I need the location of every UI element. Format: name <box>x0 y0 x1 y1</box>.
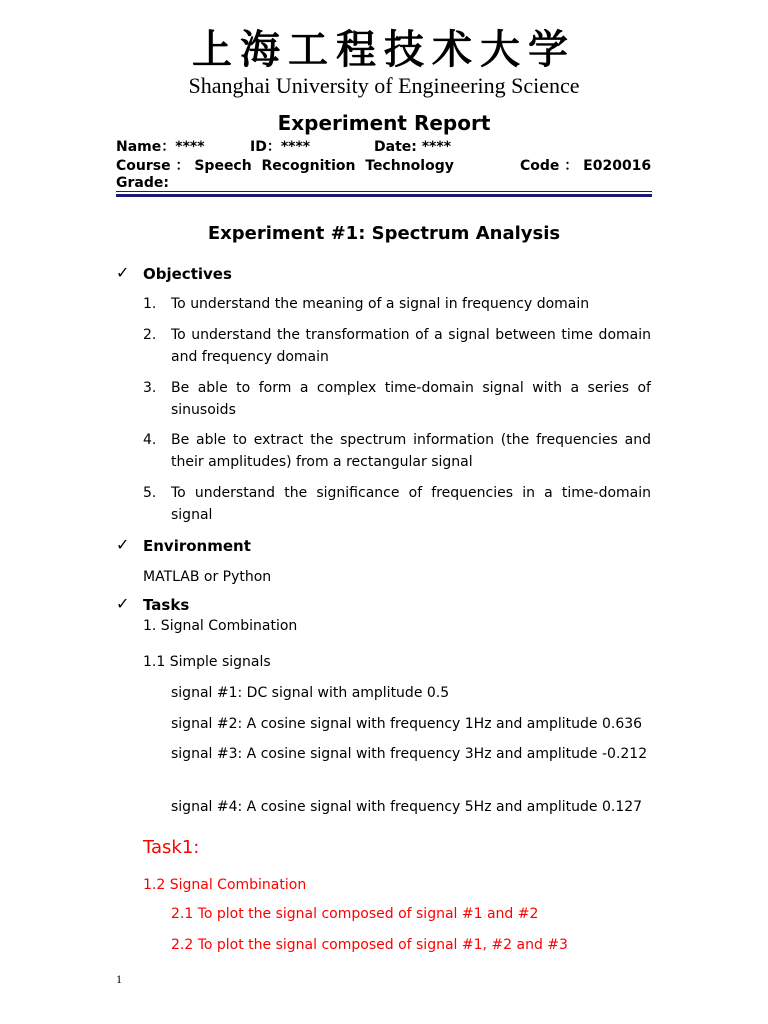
list-item-number: 1. <box>143 296 157 312</box>
objectives-heading: Objectives <box>143 265 232 283</box>
subsection-simple-signals: 1.1 Simple signals <box>143 654 271 670</box>
list-item-number: 5. <box>143 485 157 501</box>
tasks-heading: Tasks <box>143 596 190 614</box>
environment-heading: Environment <box>143 537 251 555</box>
checkmark-icon: ✓ <box>116 594 130 613</box>
task1-label: Task1: <box>143 837 200 858</box>
page-number: 1 <box>116 972 122 986</box>
objective-item: To understand the significance of frequencies in a time-domain signal <box>171 485 651 523</box>
objective-item: Be able to form a complex time-domain signal with a series of sinusoids <box>171 380 651 418</box>
university-name: Shanghai University of Engineering Science <box>188 73 580 98</box>
list-item-number: 2. <box>143 327 157 343</box>
header-rule-thin <box>116 191 652 192</box>
subsection-signal-combination-task: 1.2 Signal Combination <box>143 877 307 893</box>
id-field: ID：**** <box>250 139 311 155</box>
objective-item: Be able to extract the spectrum information (the frequencies and their amplitudes) from a rectangular signal <box>171 432 651 470</box>
objective-item: To understand the meaning of a signal in frequency domain <box>171 296 590 312</box>
signal-item: signal #2: A cosine signal with frequency 1Hz and amplitude 0.636 <box>171 716 643 732</box>
checkmark-icon: ✓ <box>116 263 130 282</box>
list-item-number: 3. <box>143 380 157 396</box>
subsection-signal-combination: 1. Signal Combination <box>143 618 298 634</box>
signal-item: signal #4: A cosine signal with frequency 5Hz and amplitude 0.127 <box>171 799 643 815</box>
grade-field: Grade: <box>116 175 169 191</box>
list-item-number: 4. <box>143 432 157 448</box>
header-rule-thick <box>116 194 652 197</box>
task-step: 2.2 To plot the signal composed of signal #1, #2 and #3 <box>171 937 568 953</box>
date-field: Date: **** <box>374 139 452 155</box>
name-field: Name：**** <box>116 139 205 155</box>
university-logo-chinese: 上海工程技术大学 <box>192 26 576 73</box>
report-title: Experiment Report <box>277 111 491 135</box>
task-step: 2.1 To plot the signal composed of signal #1 and #2 <box>171 906 539 922</box>
signal-item: signal #3: A cosine signal with frequency 3Hz and amplitude -0.212 <box>171 746 648 762</box>
experiment-title: Experiment #1: Spectrum Analysis <box>207 223 561 244</box>
code-field: Code ： E020016 <box>520 158 652 174</box>
signal-item: signal #1: DC signal with amplitude 0.5 <box>171 685 450 701</box>
objective-item: To understand the transformation of a signal between time domain and frequency domain <box>171 327 651 365</box>
course-field: Course ： Speech Recognition Technology <box>116 158 454 174</box>
checkmark-icon: ✓ <box>116 535 130 554</box>
environment-text: MATLAB or Python <box>143 569 272 585</box>
